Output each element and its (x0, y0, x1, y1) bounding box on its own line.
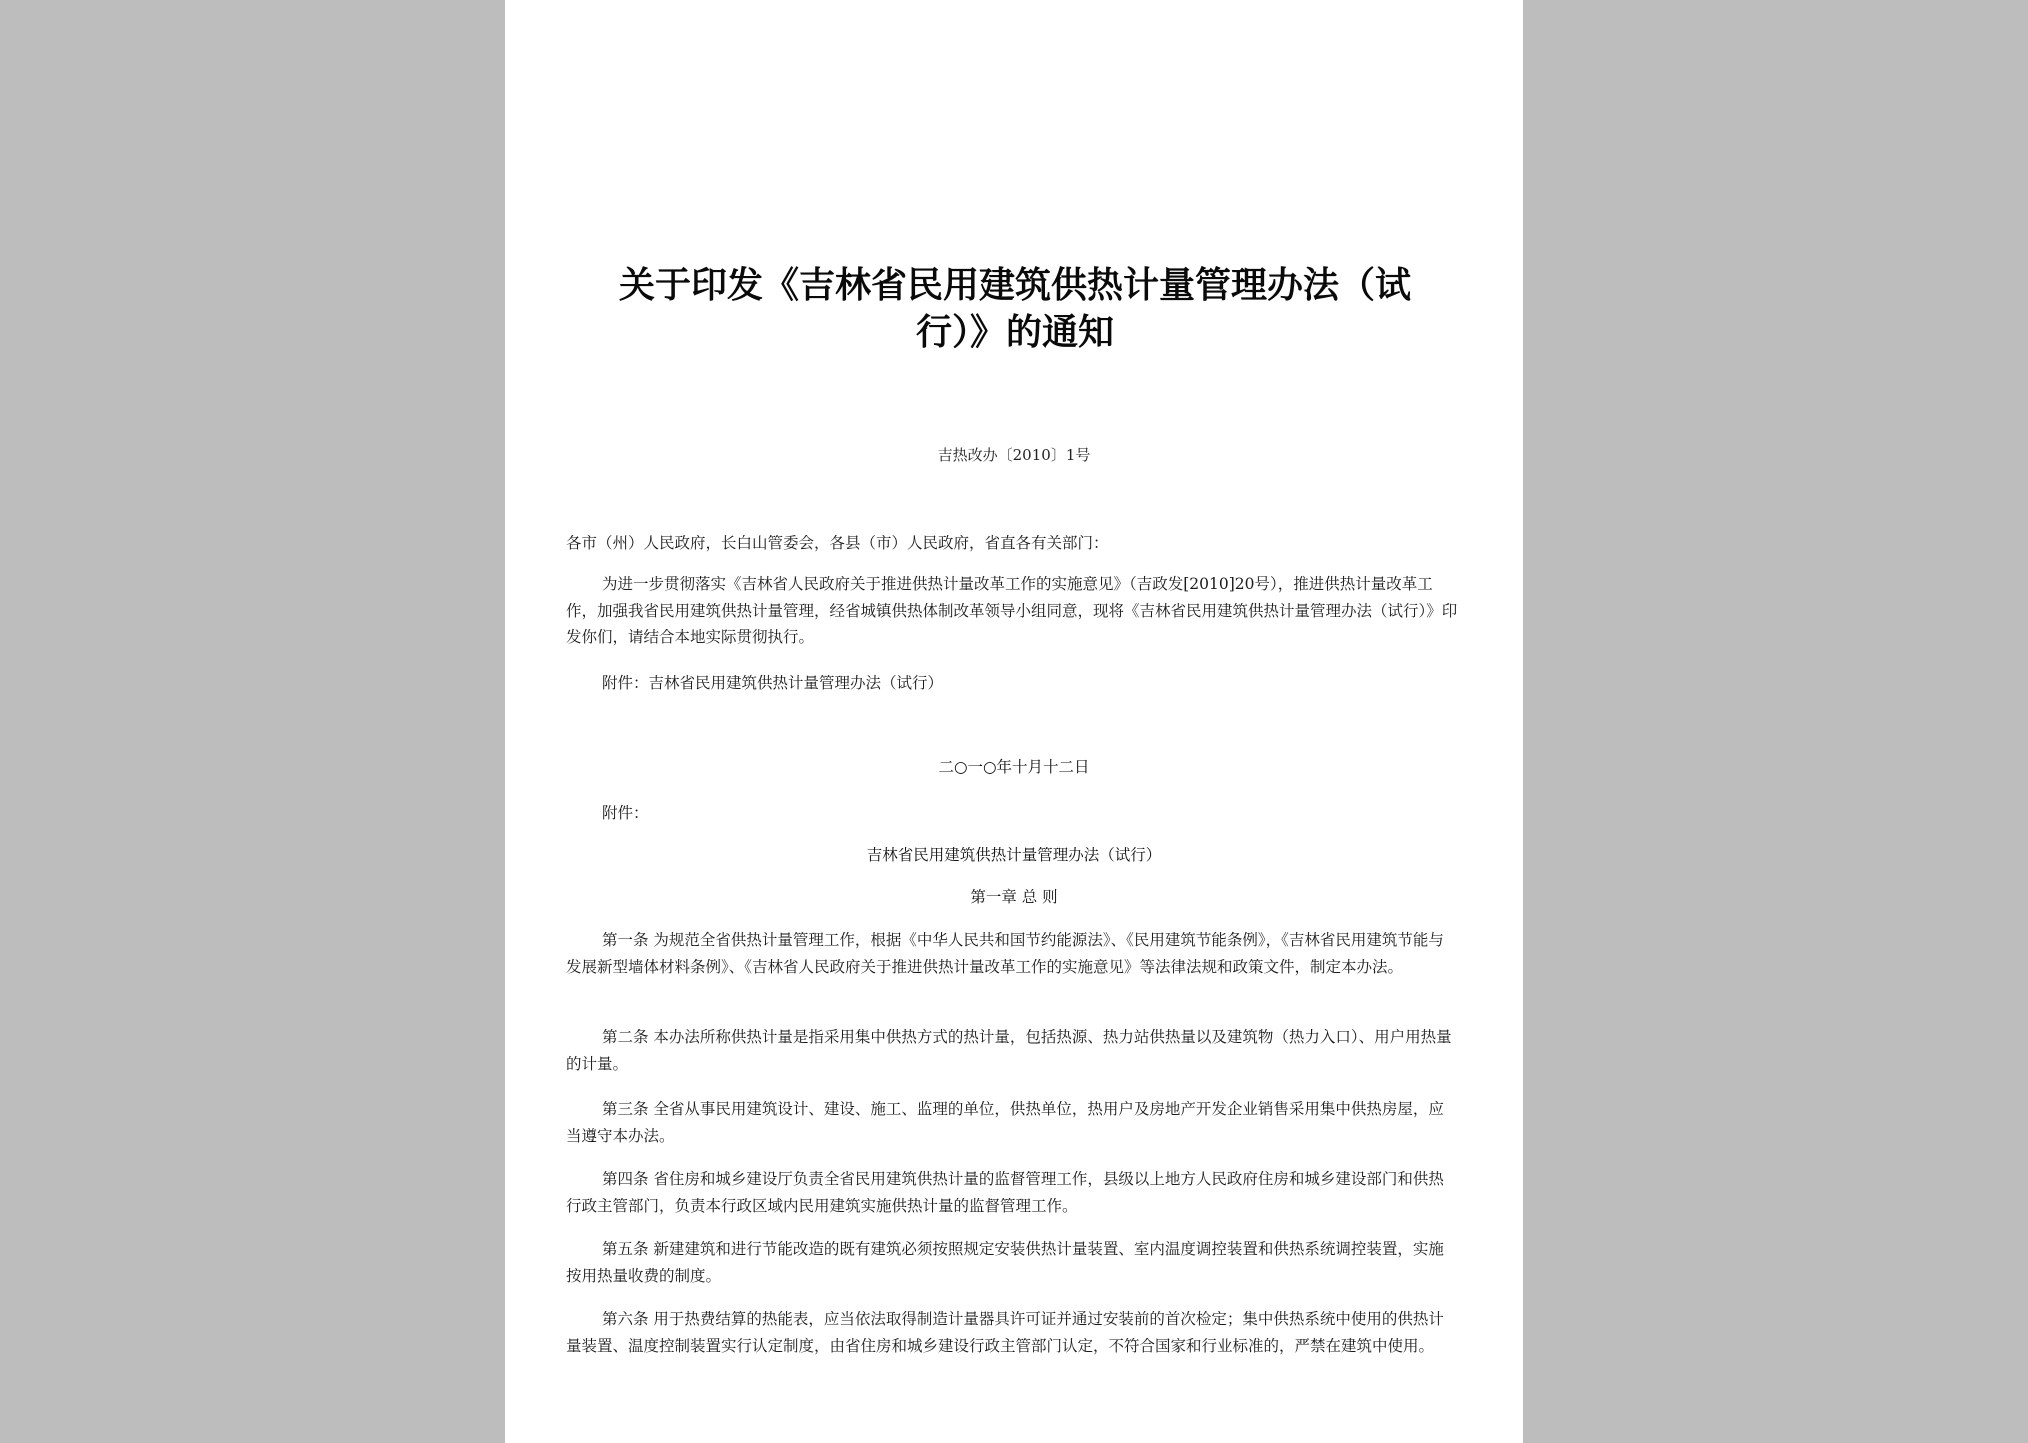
article-6: 第六条 用于热费结算的热能表，应当依法取得制造计量器具许可证并通过安装前的首次检定；集中供热系统中使用的供热计量装置、温度控制装置实行认定制度，由省住房和城乡建设行政主管部门认定，不符合国家和行业标准的，严禁在建筑中使用。 (566, 1310, 1444, 1355)
title-line-2: 行）》的通知 (915, 311, 1114, 353)
issue-date: 二○一○年十月十二日 (938, 758, 1090, 776)
article-4: 第四条 省住房和城乡建设厅负责全省民用建筑供热计量的监督管理工作，县级以上地方人民政府住房和城乡建设部门和供热行政主管部门，负责本行政区域内民用建筑实施供热计量的监督管理工作。 (566, 1170, 1444, 1215)
intro-paragraph: 为进一步贯彻落实《吉林省人民政府关于推进供热计量改革工作的实施意见》（吉政发[2010]20号），推进供热计量改革工作，加强我省民用建筑供热计量管理，经省城镇供热体制改革领导小组同意，现将《吉林省民用建筑供热计量管理办法（试行）》印发你们，请结合本地实际贯彻执行。 (566, 575, 1458, 646)
article-3: 第三条 全省从事民用建筑设计、建设、施工、监理的单位，供热单位，热用户及房地产开发企业销售采用集中供热房屋，应当遵守本办法。 (566, 1100, 1444, 1145)
attachment-title: 吉林省民用建筑供热计量管理办法（试行） (866, 846, 1162, 864)
document-title (585, 262, 1445, 356)
article-5: 第五条 新建建筑和进行节能改造的既有建筑必须按照规定安装供热计量装置、室内温度调控装置和供热系统调控装置，实施按用热量收费的制度。 (566, 1240, 1444, 1285)
document-page (505, 0, 1523, 1443)
title-line-1: 关于印发《吉林省民用建筑供热计量管理办法（试 (618, 264, 1411, 306)
attachment-line: 附件：吉林省民用建筑供热计量管理办法（试行） (602, 674, 944, 692)
attachment-label: 附件： (602, 804, 649, 822)
chapter-heading: 第一章 总 则 (970, 888, 1058, 906)
article-1: 第一条 为规范全省供热计量管理工作，根据《中华人民共和国节约能源法》、《民用建筑节能条例》，《吉林省民用建筑节能与发展新型墙体材料条例》、《吉林省人民政府关于推进供热计量改革工作的实施意见》等法律法规和政策文件，制定本办法。 (566, 931, 1444, 976)
document-number: 吉热改办〔2010〕1号 (937, 446, 1091, 464)
addressee: 各市（州）人民政府，长白山管委会，各县（市）人民政府，省直各有关部门： (566, 534, 1109, 552)
article-2: 第二条 本办法所称供热计量是指采用集中供热方式的热计量，包括热源、热力站供热量以及建筑物（热力入口）、用户用热量的计量。 (566, 1028, 1452, 1073)
